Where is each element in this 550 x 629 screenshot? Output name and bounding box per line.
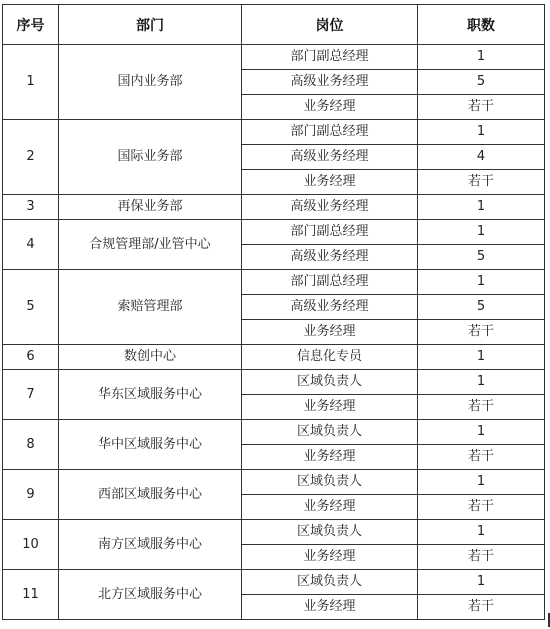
department-cell: 华东区域服务中心 xyxy=(59,370,242,420)
position-cell: 部门副总经理 xyxy=(242,45,418,70)
position-cell: 业务经理 xyxy=(242,445,418,470)
header-department: 部门 xyxy=(59,5,242,45)
header-position: 岗位 xyxy=(242,5,418,45)
position-cell: 业务经理 xyxy=(242,395,418,420)
headcount-cell: 若干 xyxy=(418,95,545,120)
headcount-cell: 若干 xyxy=(418,595,545,620)
table-row xyxy=(3,220,545,245)
table-row xyxy=(3,470,545,495)
department-cell: 再保业务部 xyxy=(59,195,242,220)
department-cell: 合规管理部/业管中心 xyxy=(59,220,242,270)
position-cell: 区域负责人 xyxy=(242,370,418,395)
headcount-cell: 若干 xyxy=(418,445,545,470)
department-cell: 南方区域服务中心 xyxy=(59,520,242,570)
table-row xyxy=(3,520,545,545)
table-body xyxy=(3,45,545,620)
department-cell: 索赔管理部 xyxy=(59,270,242,345)
table-row xyxy=(3,420,545,445)
serial-no-cell: 4 xyxy=(3,220,59,270)
table-row xyxy=(3,270,545,295)
position-cell: 区域负责人 xyxy=(242,570,418,595)
headcount-cell: 5 xyxy=(418,70,545,95)
table-row xyxy=(3,120,545,145)
position-cell: 区域负责人 xyxy=(242,520,418,545)
position-cell: 高级业务经理 xyxy=(242,295,418,320)
department-cell: 数创中心 xyxy=(59,345,242,370)
position-cell: 业务经理 xyxy=(242,170,418,195)
header-headcount: 职数 xyxy=(418,5,545,45)
table-row xyxy=(3,195,545,220)
headcount-cell: 1 xyxy=(418,420,545,445)
position-cell: 部门副总经理 xyxy=(242,270,418,295)
table-row xyxy=(3,570,545,595)
serial-no-cell: 9 xyxy=(3,470,59,520)
headcount-cell: 1 xyxy=(418,520,545,545)
department-cell: 国际业务部 xyxy=(59,120,242,195)
position-cell: 部门副总经理 xyxy=(242,120,418,145)
headcount-cell: 1 xyxy=(418,220,545,245)
serial-no-cell: 8 xyxy=(3,420,59,470)
headcount-cell: 5 xyxy=(418,295,545,320)
position-cell: 区域负责人 xyxy=(242,470,418,495)
position-cell: 高级业务经理 xyxy=(242,245,418,270)
department-cell: 华中区域服务中心 xyxy=(59,420,242,470)
headcount-cell: 1 xyxy=(418,120,545,145)
headcount-cell: 5 xyxy=(418,245,545,270)
positions-table xyxy=(2,4,545,620)
position-cell: 部门副总经理 xyxy=(242,220,418,245)
position-cell: 高级业务经理 xyxy=(242,145,418,170)
headcount-cell: 若干 xyxy=(418,495,545,520)
serial-no-cell: 7 xyxy=(3,370,59,420)
position-cell: 区域负责人 xyxy=(242,420,418,445)
headcount-cell: 1 xyxy=(418,345,545,370)
serial-no-cell: 10 xyxy=(3,520,59,570)
headcount-cell: 1 xyxy=(418,270,545,295)
position-cell: 高级业务经理 xyxy=(242,70,418,95)
department-cell: 国内业务部 xyxy=(59,45,242,120)
headcount-cell: 1 xyxy=(418,570,545,595)
headcount-cell: 1 xyxy=(418,370,545,395)
position-cell: 业务经理 xyxy=(242,320,418,345)
position-cell: 信息化专员 xyxy=(242,345,418,370)
department-cell: 北方区域服务中心 xyxy=(59,570,242,620)
table-row xyxy=(3,345,545,370)
position-cell: 业务经理 xyxy=(242,495,418,520)
serial-no-cell: 5 xyxy=(3,270,59,345)
headcount-cell: 若干 xyxy=(418,320,545,345)
serial-no-cell: 1 xyxy=(3,45,59,120)
headcount-cell: 1 xyxy=(418,195,545,220)
position-cell: 业务经理 xyxy=(242,95,418,120)
serial-no-cell: 6 xyxy=(3,345,59,370)
headcount-cell: 若干 xyxy=(418,170,545,195)
position-cell: 业务经理 xyxy=(242,545,418,570)
headcount-cell: 若干 xyxy=(418,545,545,570)
position-cell: 业务经理 xyxy=(242,595,418,620)
table-header-row xyxy=(3,5,545,45)
table-row xyxy=(3,370,545,395)
department-cell: 西部区域服务中心 xyxy=(59,470,242,520)
headcount-cell: 1 xyxy=(418,470,545,495)
header-serial-no: 序号 xyxy=(3,5,59,45)
position-cell: 高级业务经理 xyxy=(242,195,418,220)
headcount-cell: 若干 xyxy=(418,395,545,420)
headcount-cell: 1 xyxy=(418,45,545,70)
serial-no-cell: 3 xyxy=(3,195,59,220)
serial-no-cell: 11 xyxy=(3,570,59,620)
headcount-cell: 4 xyxy=(418,145,545,170)
serial-no-cell: 2 xyxy=(3,120,59,195)
table-row xyxy=(3,45,545,70)
